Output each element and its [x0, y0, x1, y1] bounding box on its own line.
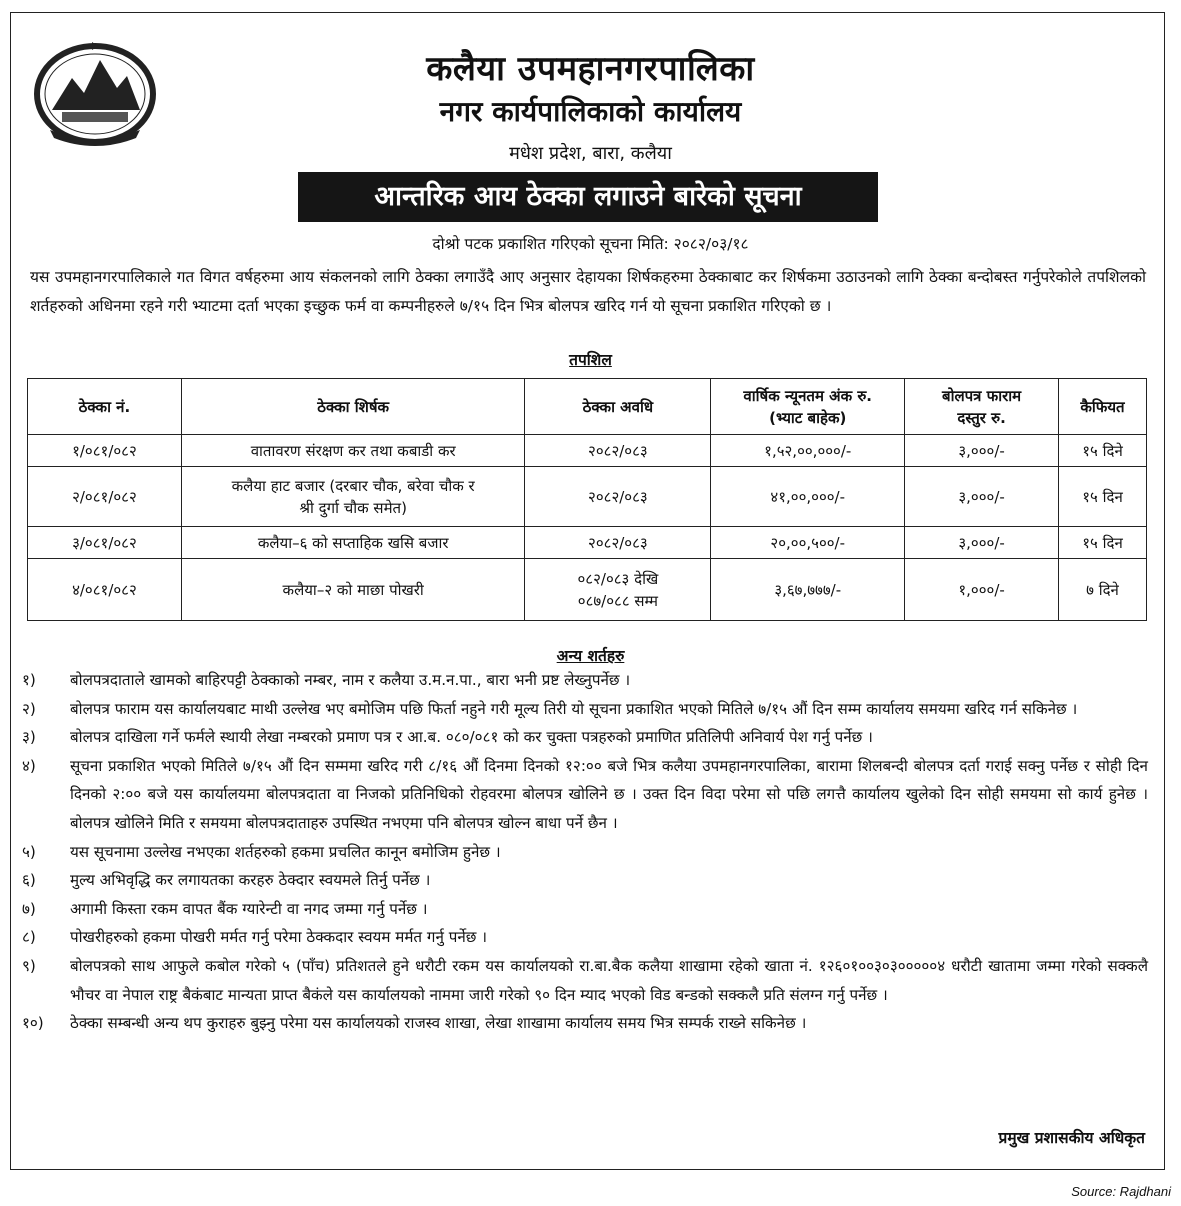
cell-period	[525, 527, 711, 559]
condition-item	[22, 838, 1148, 867]
cell-amount: ३,६७,७७७/-	[711, 559, 905, 621]
condition-text: बोलपत्र फाराम यस कार्यालयबाट माथी उल्लेख भए बमोजिम पछि फिर्ता नहुने गरी मूल्य तिरी यो सूचना प्रकाशित भएको मितिले ७/१५ औं दिन सम्म कार्यालय समयमा खरिद गर्न सकिनेछ ।	[70, 699, 1078, 718]
source-credit: Source: Rajdhani	[1071, 1184, 1171, 1199]
cell-period	[525, 559, 711, 621]
cell-title-line2: श्री दुर्गा चौक समेत)	[299, 498, 407, 517]
cell-title-line1: कलैया–६ को सप्ताहिक खसि बजार	[257, 533, 449, 552]
condition-text: बोलपत्रको साथ आफुले कबोल गरेको ५ (पाँच) प्रतिशतले हुने धरौटी रकम यस कार्यालयको रा.बा.बैक कलैया शाखामा रहेको खाता नं. १२६०१००३०३०००००४ धरौटी खातामा जम्मा गरेको सक्कलै भौचर वा नेपाल राष्ट्र बैकंबाट मान्यता प्राप्त बैकंले यस कार्यालयको नाममा जारी गरेको ९० दिन म्याद भएको विड बन्डको सक्कलै प्रति संलग्न गर्नु पर्नेछ ।	[70, 956, 1148, 1004]
notice-title: आन्तरिक आय ठेक्का लगाउने बारेको सूचना	[298, 172, 878, 222]
condition-number: १)	[22, 671, 36, 689]
schedule-title: तपशिल	[569, 351, 612, 369]
condition-number: ६)	[22, 871, 36, 890]
table-row	[28, 435, 1147, 467]
conditions-list	[22, 666, 1148, 1038]
cell-period-line1: ०८२/०८३ देखि	[577, 569, 659, 588]
cell-title-line1: वातावरण संरक्षण कर तथा कबाडी कर	[250, 441, 456, 460]
col-header-fee	[905, 379, 1059, 435]
col-header-fee-line2: दस्तुर रु.	[957, 408, 1006, 427]
condition-text: बोलपत्र दाखिला गर्ने फर्मले स्थायी लेखा नम्बरको प्रमाण पत्र र आ.ब. ०८०/०८१ को कर चुक्ता पत्रहरुको प्रमाणित प्रतिलिपी अनिवार्य पेश गर्नु पर्नेछ ।	[70, 728, 873, 747]
condition-text: सूचना प्रकाशित भएको मितिले ७/१५ औं दिन सम्ममा खरिद गरी ८/१६ औं दिनमा दिनको १२:०० बजे भित्र कलैया उपमहानगरपालिका, बारामा शिलबन्दी बोलपत्र दर्ता गराई सक्नु पर्नेछ र सोही दिन दिनको २:०० बजे यस कार्यालयमा बोलपत्रदाता वा निजको प्रतिनिधिको रोहवरमा बोलपत्र खोलिने छ । उक्त दिन विदा परेमा सो पछि लगत्तै कार्यालय खुलेको दिन सोही समयमा सो कार्य हुनेछ । बोलपत्र खोलिने मिति र समयमा बोलपत्रदाताहरु उपस्थित नभएमा पनि बोलपत्र खोल्न बाधा पर्ने छैन ।	[70, 756, 1148, 832]
condition-text: बोलपत्रदाताले खामको बाहिरपट्टी ठेक्काको नम्बर, नाम र कलैया उ.म.न.पा., बारा भनी प्रष्ट लेख्नुपर्नेछ ।	[70, 671, 631, 689]
condition-number: ३)	[22, 728, 36, 747]
condition-text: मुल्य अभिवृद्धि कर लगायतका करहरु ठेक्दार स्वयमले तिर्नु पर्नेछ ।	[70, 871, 431, 890]
cell-period-line1: २०८२/०८३	[588, 533, 648, 552]
cell-title	[181, 527, 525, 559]
col-header-min-amount-line1: वार्षिक न्यूनतम अंक रु.	[743, 386, 873, 405]
cell-title-line1: कलैया हाट बजार (दरबार चौक, बरेवा चौक र	[231, 476, 475, 495]
cell-remarks: ७ दिने	[1059, 559, 1147, 621]
cell-title	[181, 559, 525, 621]
col-header-period: ठेक्का अवधि	[525, 379, 711, 435]
condition-item	[22, 666, 1148, 695]
condition-item	[22, 866, 1148, 895]
condition-number: ७)	[22, 899, 36, 918]
condition-number: ९)	[22, 956, 36, 975]
cell-no: १/०८१/०८२	[28, 435, 182, 467]
condition-number: ८)	[22, 928, 36, 947]
cell-title-line1: कलैया–२ को माछा पोखरी	[282, 580, 424, 599]
cell-remarks: १५ दिन	[1059, 467, 1147, 527]
cell-amount: ४१,००,०००/-	[711, 467, 905, 527]
cell-no: ४/०८१/०८२	[28, 559, 182, 621]
condition-item	[22, 1009, 1148, 1038]
condition-text: अगामी किस्ता रकम वापत बैंक ग्यारेन्टी वा नगद जम्मा गर्नु पर्नेछ ।	[70, 899, 428, 918]
signature-title: प्रमुख प्रशासकीय अधिकृत	[998, 1129, 1145, 1147]
contract-table	[27, 378, 1147, 621]
cell-remarks: १५ दिन	[1059, 527, 1147, 559]
cell-fee: ३,०००/-	[905, 527, 1059, 559]
condition-number: ४)	[22, 756, 36, 775]
cell-no: २/०८१/०८२	[28, 467, 182, 527]
cell-period-line1: २०८२/०८३	[588, 487, 648, 506]
cell-fee: ३,०००/-	[905, 435, 1059, 467]
condition-number: २)	[22, 699, 36, 718]
condition-item	[22, 923, 1148, 952]
col-header-title: ठेक्का शिर्षक	[181, 379, 525, 435]
cell-amount: १,५२,००,०००/-	[711, 435, 905, 467]
condition-text: ठेक्का सम्बन्धी अन्य थप कुराहरु बुझ्नु परेमा यस कार्यालयको राजस्व शाखा, लेखा शाखामा कार्यालय समय भित्र सम्पर्क राख्ने सकिनेछ ।	[70, 1014, 807, 1033]
cell-title	[181, 435, 525, 467]
conditions-title: अन्य शर्तहरु	[556, 647, 625, 665]
condition-number: १०)	[22, 1014, 44, 1033]
condition-item	[22, 952, 1148, 1009]
org-name: कलैया उपमहानगरपालिका	[426, 49, 755, 89]
cell-period	[525, 467, 711, 527]
cell-period-line1: २०८२/०८३	[588, 441, 648, 460]
condition-item	[22, 752, 1148, 838]
condition-text: पोखरीहरुको हकमा पोखरी मर्मत गर्नु परेमा ठेक्कदार स्वयम मर्मत गर्नु पर्नेछ ।	[70, 928, 487, 947]
intro-paragraph: यस उपमहानगरपालिकाले गत विगत वर्षहरुमा आय संकलनको लागि ठेक्का लगाउँदै आए अनुसार देहायका शिर्षकहरुमा ठेक्काबाट कर शिर्षकमा उठाउनको लागि ठेक्का बन्दोबस्त गर्नुपरेकोले तपशिलको शर्तहरुको अधिनमा रहने गरी भ्याटमा दर्ता भएका इच्छुक फर्म वा कम्पनीहरुले ७/१५ दिन भित्र बोलपत्र खरिद गर्न यो सूचना प्रकाशित गरिएको छ ।	[30, 268, 1146, 315]
publish-info: दोश्रो पटक प्रकाशित गरिएको सूचना मिति: २०८२/०३/१८	[432, 235, 749, 253]
cell-fee: १,०००/-	[905, 559, 1059, 621]
col-header-min-amount-line2: (भ्याट बाहेक)	[769, 408, 847, 427]
cell-title	[181, 467, 525, 527]
cell-no: ३/०८१/०८२	[28, 527, 182, 559]
condition-item	[22, 723, 1148, 752]
cell-period-line2: ०८७/०८८ सम्म	[577, 591, 658, 610]
table-row	[28, 527, 1147, 559]
table-row	[28, 559, 1147, 621]
table-header-row	[28, 379, 1147, 435]
cell-remarks: १५ दिने	[1059, 435, 1147, 467]
condition-item	[22, 895, 1148, 924]
col-header-fee-line1: बोलपत्र फाराम	[942, 386, 1022, 405]
col-header-no: ठेक्का नं.	[28, 379, 182, 435]
cell-period	[525, 435, 711, 467]
condition-text: यस सूचनामा उल्लेख नभएका शर्तहरुको हकमा प्रचलित कानून बमोजिम हुनेछ ।	[70, 842, 501, 861]
table-row	[28, 467, 1147, 527]
office-name: नगर कार्यपालिकाको कार्यालय	[439, 95, 742, 128]
office-address: मधेश प्रदेश, बारा, कलैया	[509, 143, 672, 164]
cell-fee: ३,०००/-	[905, 467, 1059, 527]
col-header-min-amount	[711, 379, 905, 435]
condition-number: ५)	[22, 842, 36, 861]
condition-item	[22, 695, 1148, 724]
cell-amount: २०,००,५००/-	[711, 527, 905, 559]
col-header-remarks: कैफियत	[1059, 379, 1147, 435]
